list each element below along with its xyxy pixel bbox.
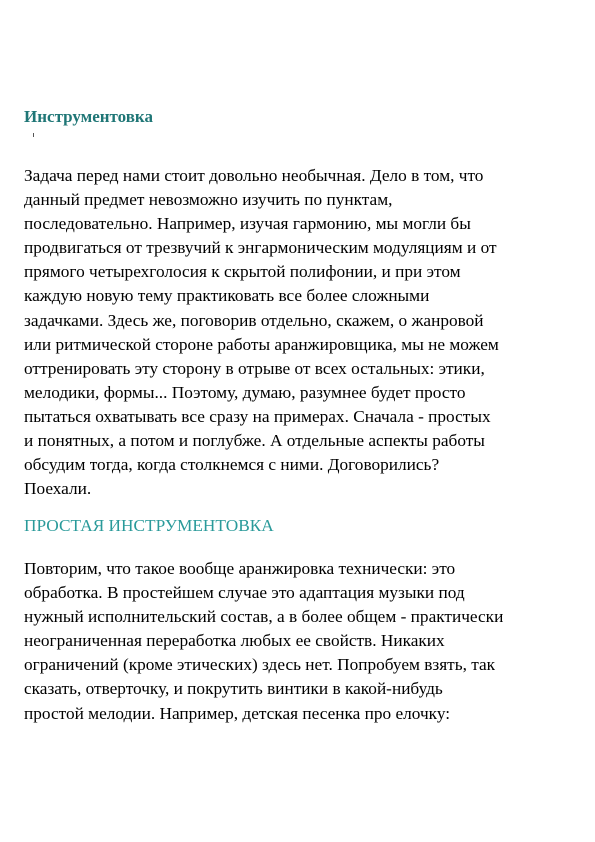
paragraph-line: или ритмической стороне работы аранжировщика, мы не можем — [24, 334, 499, 354]
paragraph-line: обсудим тогда, когда столкнемся с ними. Договорились? — [24, 455, 440, 475]
paragraph-line: простой мелодии. Например, детская песенка про елочку: — [24, 703, 451, 723]
document-heading: Инструментовка — [24, 107, 153, 126]
paragraph-line: нужный исполнительский состав, а в более общем - практически — [24, 607, 504, 627]
paragraph-line: сказать, отверточку, и покрутить винтики в какой-нибудь — [24, 679, 443, 699]
paragraph-line: последовательно. Например, изучая гармонию, мы могли бы — [24, 214, 471, 234]
paragraph-line: Повторим, что такое вообще аранжировка технически: это — [24, 559, 456, 578]
section-title: ПРОСТАЯ ИНСТРУМЕНТОВКА — [24, 516, 274, 535]
paragraph-line: и понятных, а потом и поглубже. А отдельные аспекты работы — [24, 431, 485, 451]
paragraph-line: каждую новую тему практиковать все более сложными — [24, 286, 430, 306]
paragraph-line: Задача перед нами стоит довольно необычная. Дело в том, что — [24, 166, 484, 185]
section-paragraph — [24, 557, 584, 726]
paragraph-line: данный предмет невозможно изучить по пунктам, — [24, 190, 393, 210]
paragraph-line: неограниченная переработка любых ее свойств. Никаких — [24, 631, 445, 651]
paragraph-line: Поехали. — [24, 479, 92, 499]
paragraph-line: мелодики, формы... Поэтому, думаю, разумнее будет просто — [24, 382, 466, 402]
paragraph-line: пытаться охватывать все сразу на примерах. Сначала - простых — [24, 406, 491, 426]
paragraph-line: ограничений (кроме этических) здесь нет. Попробуем взять, так — [24, 655, 496, 675]
intro-paragraph — [24, 164, 584, 501]
paragraph-line: оттренировать эту сторону в отрыве от всех остальных: этики, — [24, 358, 485, 378]
paragraph-line: продвигаться от трезвучий к энгармоническим модуляциям и от — [24, 238, 497, 258]
stray-mark — [33, 133, 34, 137]
paragraph-line: прямого четырехголосия к скрытой полифонии, и при этом — [24, 262, 461, 282]
paragraph-line: задачками. Здесь же, поговорив отдельно, скажем, о жанровой — [24, 310, 484, 330]
paragraph-line: обработка. В простейшем случае это адаптация музыки под — [24, 583, 465, 603]
